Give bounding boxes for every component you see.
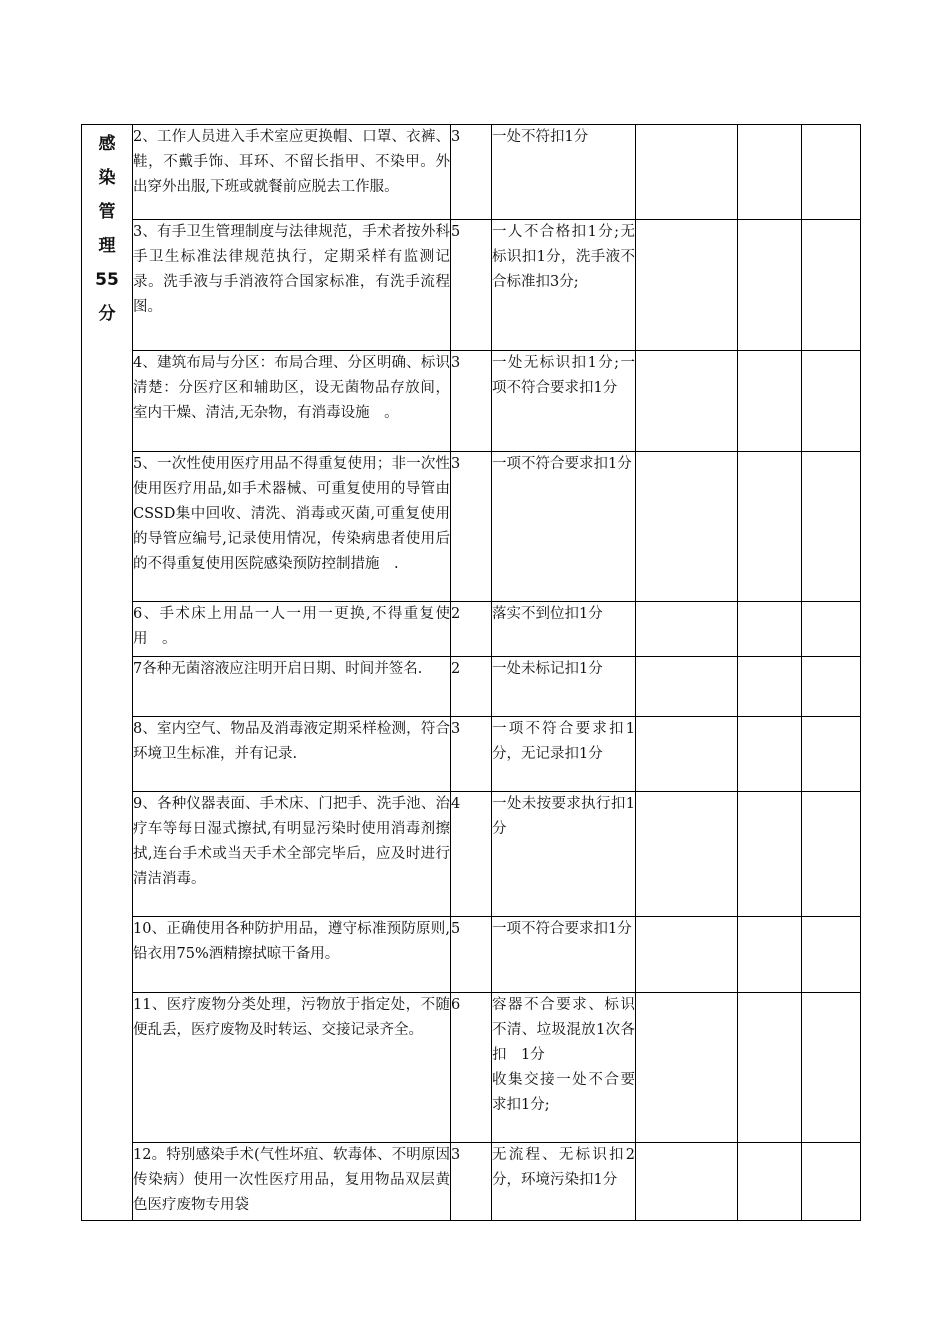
deduction-rule: 无流程、无标识扣2分，环境污染扣1分 [492,1143,636,1221]
item-score: 3 [451,125,492,220]
blank-cell [738,1143,802,1221]
deduction-rule: 一处不符扣1分 [492,125,636,220]
table-row [82,993,861,1143]
category-char: 理 [98,236,116,256]
blank-cell [802,452,861,602]
item-text: 5、一次性使用医疗用品不得重复使用；非一次性使用医疗用品,如手术器械、可重复使用的导管由CSSD集中回收、清洗、消毒或灭菌,可重复使用的导管应编号,记录使用情况，传染病患者使用后的不得重复使用医院感染预防控制措施 . [133,452,451,602]
blank-cell [738,792,802,917]
item-text: 8、室内空气、物品及消毒液定期采样检测，符合环境卫生标准，并有记录. [133,717,451,792]
table-row [82,220,861,351]
category-score: 55 [95,270,119,290]
deduction-rule: 一人不合格扣1分;无标识扣1分，洗手液不合标准扣3分; [492,220,636,351]
blank-cell [636,657,738,717]
blank-cell [636,125,738,220]
item-score: 6 [451,993,492,1143]
table-row [82,351,861,452]
blank-cell [636,602,738,657]
blank-cell [738,717,802,792]
item-score: 2 [451,602,492,657]
item-score: 3 [451,452,492,602]
category-char: 感 [98,134,116,154]
item-score: 2 [451,657,492,717]
deduction-rule: 一项不符合要求扣1分 [492,917,636,993]
category-char: 染 [98,168,116,188]
blank-cell [738,917,802,993]
item-score: 3 [451,351,492,452]
deduction-rule: 容器不合要求、标识不清、垃圾混放1次各扣 1分 收集交接一处不合要求扣1分; [492,993,636,1143]
blank-cell [802,717,861,792]
item-text: 2、工作人员进入手术室应更换帽、口罩、衣裤、鞋，不戴手饰、耳环、不留长指甲、不染甲。外出穿外出服,下班或就餐前应脱去工作服。 [133,125,451,220]
blank-cell [738,351,802,452]
table-row [82,452,861,602]
item-score: 5 [451,917,492,993]
blank-cell [738,657,802,717]
blank-cell [802,602,861,657]
blank-cell [738,452,802,602]
item-score: 4 [451,792,492,917]
blank-cell [802,220,861,351]
blank-cell [636,917,738,993]
deduction-rule: 一处未按要求执行扣1分 [492,792,636,917]
blank-cell [802,351,861,452]
deduction-rule: 一处未标记扣1分 [492,657,636,717]
category-char: 管 [98,202,116,222]
blank-cell [738,220,802,351]
blank-cell [738,125,802,220]
blank-cell [802,1143,861,1221]
item-text: 11、医疗废物分类处理，污物放于指定处，不随便乱丢，医疗废物及时转运、交接记录齐全。 [133,993,451,1143]
blank-cell [802,125,861,220]
blank-cell [636,220,738,351]
table-row [82,917,861,993]
blank-cell [802,917,861,993]
deduction-rule: 落实不到位扣1分 [492,602,636,657]
deduction-rule: 一项不符合要求扣1分，无记录扣1分 [492,717,636,792]
table-row [82,125,861,220]
blank-cell [636,792,738,917]
blank-cell [738,602,802,657]
item-score: 5 [451,220,492,351]
blank-cell [636,351,738,452]
table-row [82,792,861,917]
item-text: 10、正确使用各种防护用品，遵守标准预防原则,铅衣用75%酒精擦拭晾干备用。 [133,917,451,993]
blank-cell [636,452,738,602]
blank-cell [636,1143,738,1221]
blank-cell [802,792,861,917]
blank-cell [636,993,738,1143]
category-label [82,125,132,331]
blank-cell [802,657,861,717]
category-char: 分 [98,304,116,324]
item-text: 4、建筑布局与分区：布局合理、分区明确、标识清楚：分医疗区和辅助区，设无菌物品存放间，室内干燥、清洁,无杂物，有消毒设施 。 [133,351,451,452]
item-text: 7各种无菌溶液应注明开启日期、时间并签名. [133,657,451,717]
deduction-rule: 一处无标识扣1分;一项不符合要求扣1分 [492,351,636,452]
table-row [82,602,861,657]
infection-management-table [81,124,861,1221]
item-score: 3 [451,717,492,792]
table-row [82,1143,861,1221]
deduction-rule: 一项不符合要求扣1分 [492,452,636,602]
item-text: 3、有手卫生管理制度与法律规范，手术者按外科手卫生标准法律规范执行，定期采样有监测记录。洗手液与手消液符合国家标准，有洗手流程图。 [133,220,451,351]
table-row [82,657,861,717]
blank-cell [636,717,738,792]
blank-cell [738,993,802,1143]
category-cell [82,125,133,1221]
item-text: 12。特别感染手术(气性坏疽、软毒体、不明原因传染病）使用一次性医疗用品，复用物品双层黄色医疗废物专用袋 [133,1143,451,1221]
blank-cell [802,993,861,1143]
item-score: 3 [451,1143,492,1221]
item-text: 6、手术床上用品一人一用一更换,不得重复使用 。 [133,602,451,657]
item-text: 9、各种仪器表面、手术床、门把手、洗手池、治疗车等每日湿式擦拭,有明显污染时使用消毒剂擦拭,连台手术或当天手术全部完毕后，应及时进行清洁消毒。 [133,792,451,917]
table-row [82,717,861,792]
